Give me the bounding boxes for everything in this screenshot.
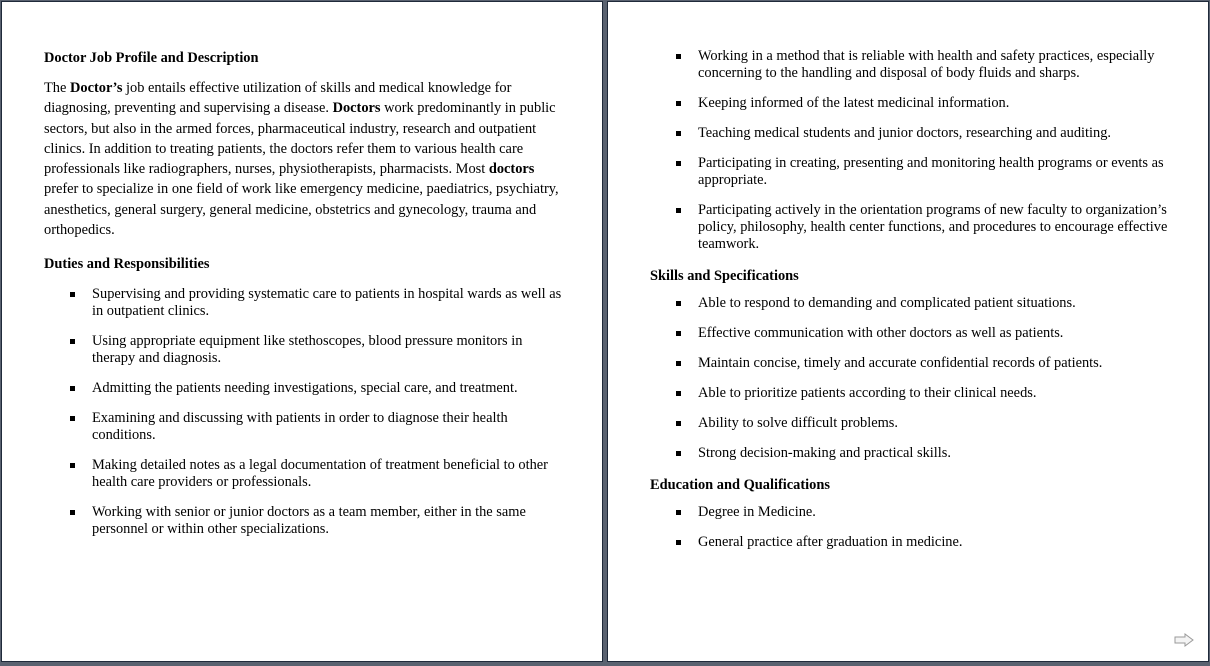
bullet-icon — [676, 421, 681, 426]
bullet-icon — [676, 131, 681, 136]
list-item: Using appropriate equipment like stethoscopes, blood pressure monitors in therapy and diagnosis. — [44, 333, 564, 367]
bullet-icon — [70, 339, 75, 344]
duties-list — [44, 286, 564, 538]
education-list — [650, 504, 1170, 551]
right-page — [607, 1, 1209, 662]
list-item: Examining and discussing with patients in order to diagnose their health conditions. — [44, 410, 564, 444]
list-item: Able to respond to demanding and complicated patient situations. — [650, 295, 1170, 312]
bullet-icon — [70, 386, 75, 391]
bullet-icon — [676, 301, 681, 306]
list-item: Teaching medical students and junior doctors, researching and auditing. — [650, 125, 1170, 142]
bullet-icon — [70, 510, 75, 515]
duties-continued-list — [650, 48, 1170, 253]
list-item: General practice after graduation in medicine. — [650, 534, 1170, 551]
bullet-icon — [676, 451, 681, 456]
bullet-icon — [70, 463, 75, 468]
left-page — [1, 1, 603, 662]
bullet-icon — [676, 54, 681, 59]
skills-list — [650, 295, 1170, 462]
list-item: Working in a method that is reliable with health and safety practices, especially concerning to the handling and disposal of body fluids and sharps. — [650, 48, 1170, 82]
bullet-icon — [676, 510, 681, 515]
list-item: Ability to solve difficult problems. — [650, 415, 1170, 432]
bullet-icon — [70, 292, 75, 297]
next-page-arrow-icon[interactable] — [1174, 633, 1194, 647]
bullet-icon — [676, 208, 681, 213]
list-item: Keeping informed of the latest medicinal information. — [650, 95, 1170, 112]
list-item: Effective communication with other doctors as well as patients. — [650, 325, 1170, 342]
left-page-content — [44, 48, 564, 551]
list-item: Participating actively in the orientation programs of new faculty to organization’s policy, philosophy, health center functions, and procedures to encourage effective teamwork. — [650, 202, 1170, 253]
right-page-content — [650, 48, 1170, 564]
document-title: Doctor Job Profile and Description — [44, 50, 259, 66]
list-item: Making detailed notes as a legal documentation of treatment beneficial to other health care providers or professionals. — [44, 457, 564, 491]
list-item: Supervising and providing systematic care to patients in hospital wards as well as in outpatient clinics. — [44, 286, 564, 320]
list-item: Participating in creating, presenting and monitoring health programs or events as appropriate. — [650, 155, 1170, 189]
list-item: Strong decision-making and practical skills. — [650, 445, 1170, 462]
bullet-icon — [676, 391, 681, 396]
list-item: Able to prioritize patients according to their clinical needs. — [650, 385, 1170, 402]
skills-heading: Skills and Specifications — [650, 268, 799, 284]
bullet-icon — [676, 331, 681, 336]
bullet-icon — [676, 161, 681, 166]
list-item: Working with senior or junior doctors as a team member, either in the same personnel or within other specializations. — [44, 504, 564, 538]
list-item: Admitting the patients needing investigations, special care, and treatment. — [44, 380, 564, 397]
education-heading: Education and Qualifications — [650, 477, 830, 493]
bullet-icon — [676, 101, 681, 106]
bullet-icon — [676, 540, 681, 545]
list-item: Maintain concise, timely and accurate confidential records of patients. — [650, 355, 1170, 372]
list-item: Degree in Medicine. — [650, 504, 1170, 521]
bullet-icon — [70, 416, 75, 421]
bullet-icon — [676, 361, 681, 366]
duties-heading: Duties and Responsibilities — [44, 256, 210, 273]
intro-paragraph: The Doctor’s job entails effective utilization of skills and medical knowledge for diagnosing, preventing and supervising a disease. Doctors work predominantly in public sectors, but also in the armed forces, pharmaceutical industry, research and outpatient clinics. In addition to treating patients, the doctors refer them to various health care professionals like radiographers, nurses, physiotherapists, pharmacists. Most doctors prefer to specialize in one field of work like emergency medicine, paediatrics, psychiatry, anesthetics, general surgery, general medicine, obstetrics and gynecology, trauma and orthopedics. — [44, 80, 559, 239]
